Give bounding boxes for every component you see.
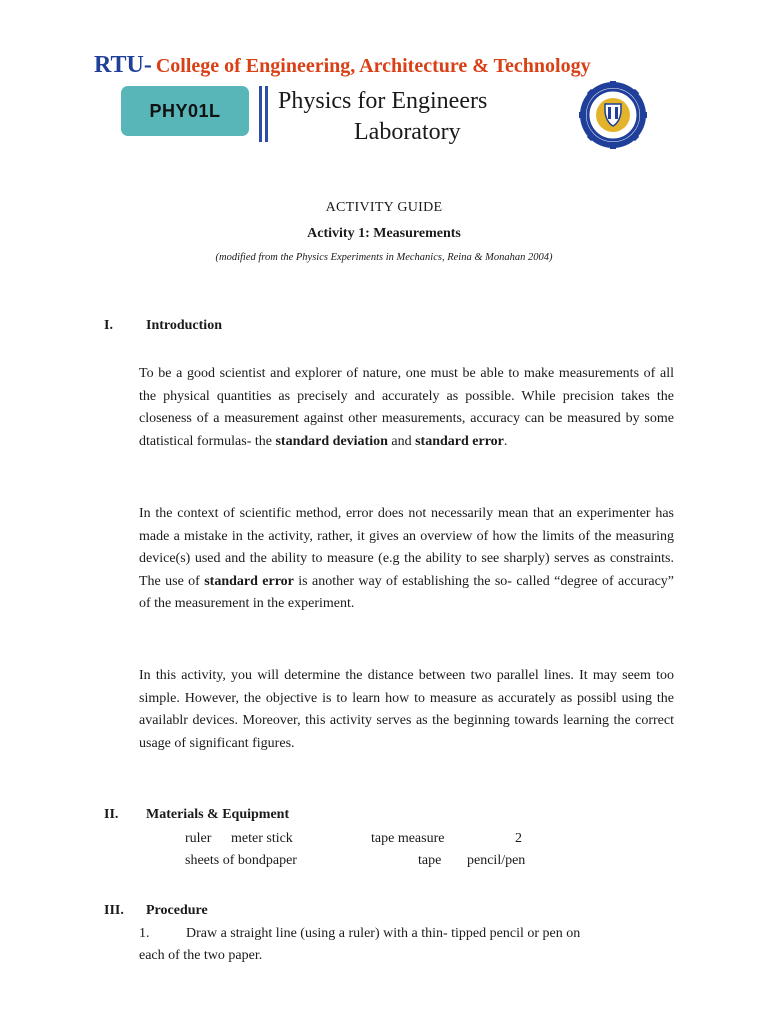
section-number: III.: [104, 903, 124, 918]
activity-title: Activity 1: Measurements: [307, 226, 461, 241]
intro-paragraph-1: To be a good scientist and explorer of nature, one must be able to make measurements of all the physical quantities as precisely and accurately as possible. While precision takes the closeness of a measurement against other measurements, accuracy can be measured by some dtatistical formulas- the standard deviation and standard error.: [139, 366, 674, 449]
header-divider: [265, 86, 268, 142]
material-item: pencil/pen: [467, 853, 526, 868]
section-number: II.: [104, 807, 119, 822]
material-item: sheets of bondpaper: [185, 853, 297, 868]
lab-title: Physics for Engineers: [278, 88, 488, 114]
term-standard-deviation: standard deviation: [275, 433, 388, 449]
guide-title: ACTIVITY GUIDE: [325, 200, 443, 215]
section-title-procedure: Procedure: [146, 903, 208, 918]
org-abbrev: RTU-: [94, 52, 152, 78]
procedure-step-1: Draw a straight line (using a ruler) with a thin- tipped pencil or pen on: [186, 926, 581, 941]
source-credit: (modified from the Physics Experiments in Mechanics, Reina & Monahan 2004): [215, 252, 553, 263]
material-item: tape: [418, 853, 442, 868]
section-title-materials: Materials & Equipment: [146, 807, 290, 822]
university-seal-icon: [579, 81, 647, 149]
course-code-badge: PHY01L: [121, 86, 249, 136]
term-standard-error: standard error: [415, 433, 504, 449]
step-number: 1.: [139, 926, 150, 941]
material-item: tape measure: [371, 831, 445, 846]
college-name: College of Engineering, Architecture & Technology: [155, 55, 591, 77]
header-divider: [259, 86, 262, 142]
term-standard-error: standard error: [204, 573, 294, 589]
material-item: ruler: [185, 831, 212, 846]
procedure-step-1-cont: each of the two paper.: [139, 948, 263, 963]
section-title-introduction: Introduction: [146, 318, 222, 333]
header-banner: [94, 52, 591, 79]
section-number: I.: [104, 318, 113, 333]
intro-paragraph-3: In this activity, you will determine the distance between two parallel lines. It may seem too simple. However, the objective is to learn how to measure as accurately as possibl using the availablr devices. Moreover, this activity serves as the beginning towards learning the correct usage of significant figures.: [139, 668, 674, 751]
lab-subtitle: Laboratory: [354, 119, 461, 145]
intro-paragraph-2: In the context of scientific method, error does not necessarily mean that an experimenter has made a mistake in the activity, rather, it gives an overview of how the limits of the measuring device(s) used and the ability to measure (e.g the ability to see sharply) serves as constraints. The use of standard error is another way of establishing the so- called “degree of accuracy” of the measurement in the experiment.: [139, 506, 675, 612]
material-item: 2: [515, 831, 522, 846]
material-item: meter stick: [231, 831, 293, 846]
